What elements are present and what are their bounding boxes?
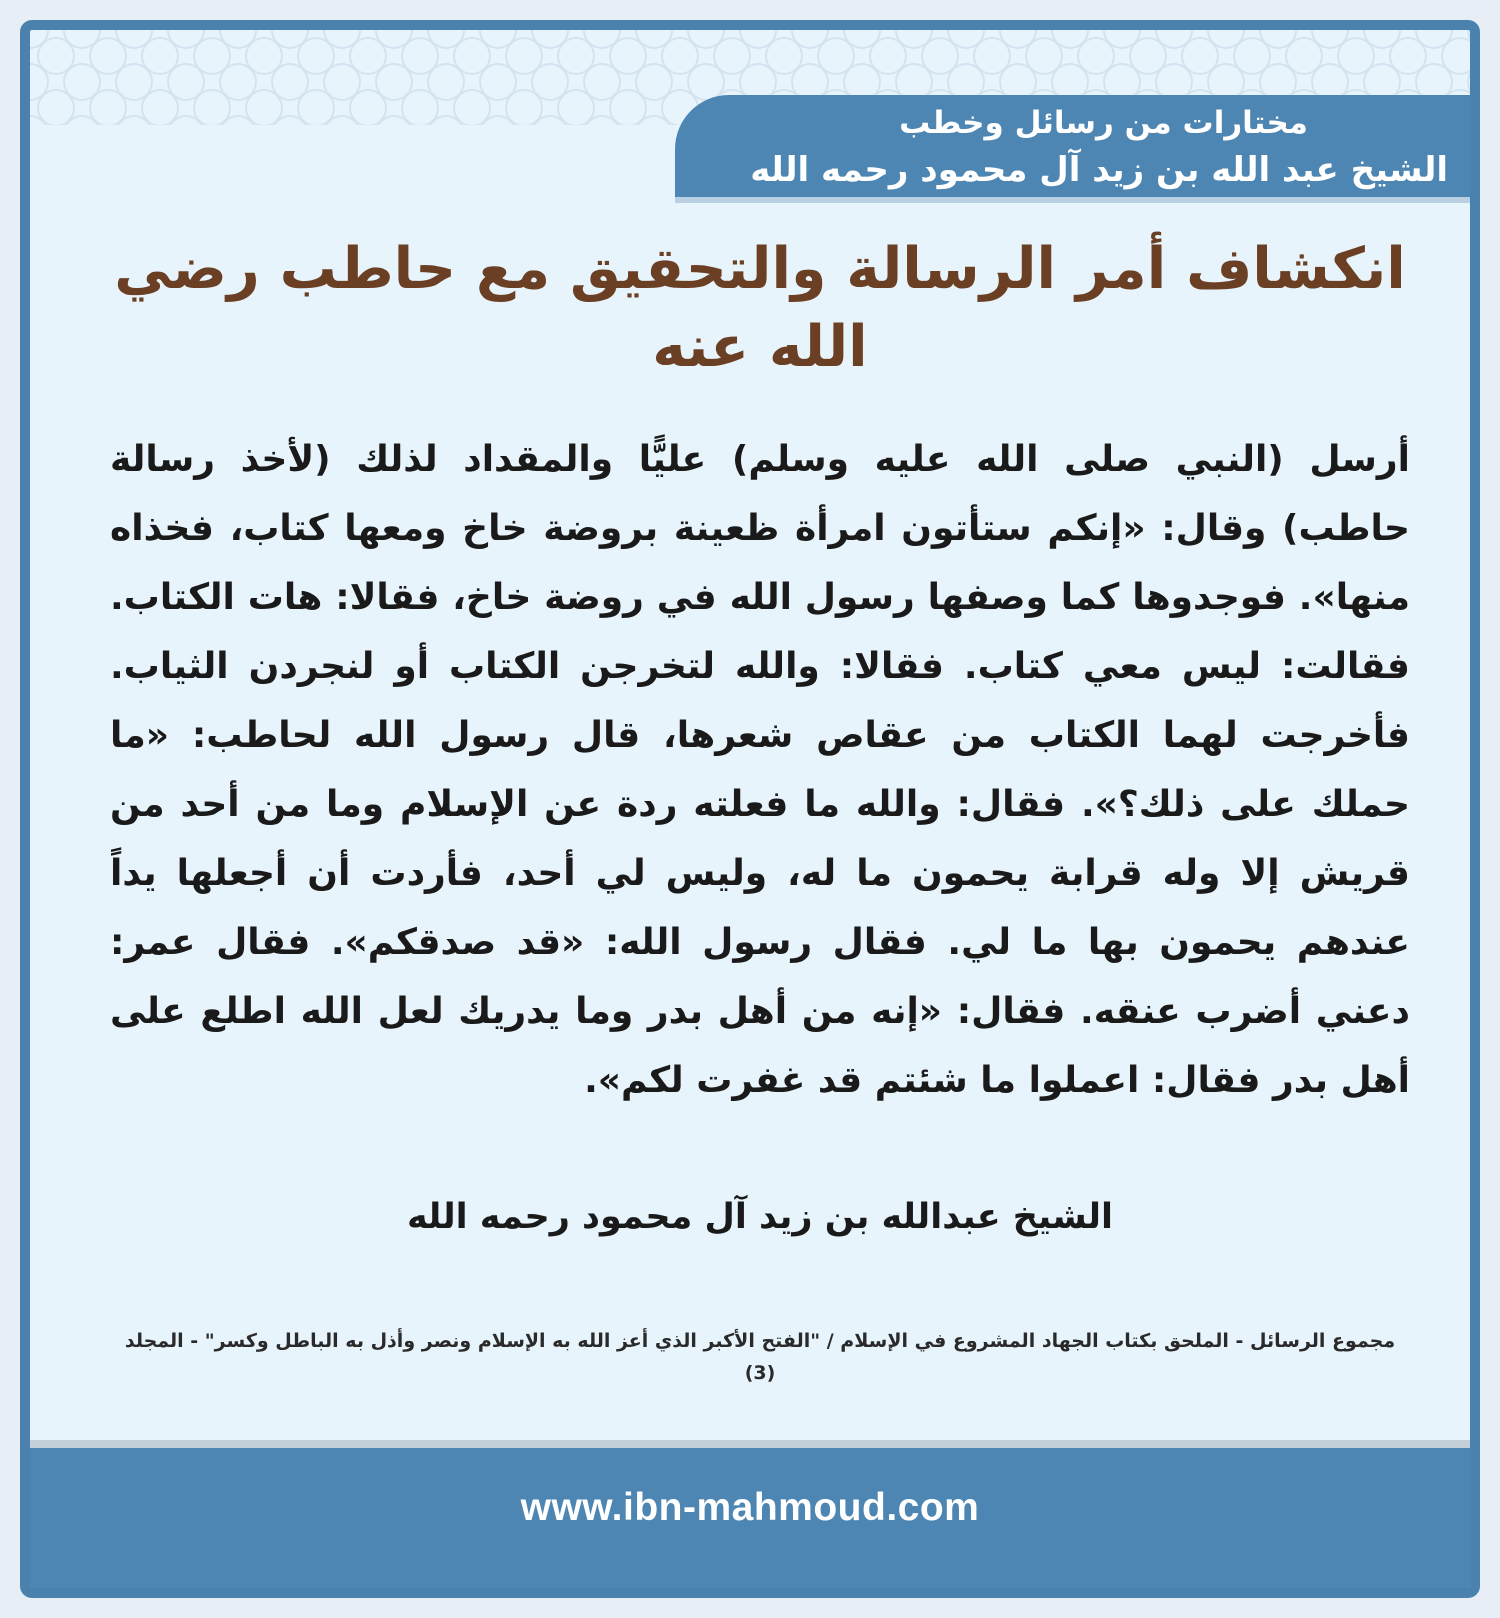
source-citation: مجموع الرسائل - الملحق بكتاب الجهاد المشروع في الإسلام / "الفتح الأكبر الذي أعز الله به الإسلام ونصر وأذل به الباطل وكسر" - المجلد (3) [124,1330,1396,1384]
article-body: أرسل (النبي صلى الله عليه وسلم) عليًّا والمقداد لذلك (لأخذ رسالة حاطب) وقال: «إنكم ستأتون امرأة ظعينة بروضة خاخ ومعها كتاب، فخذاه منها». فوجدوها كما وصفها رسول الله في روضة خاخ، فقالا: هات الكتاب. فقالت: ليس معي كتاب. فقالا: والله لتخرجن الكتاب أو لنجردن الثياب. فأخرجت لهما الكتاب من عقاص شعرها، قال رسول الله لحاطب: «ما حملك على ذلك؟». فقال: والله ما فعلته ردة عن الإسلام وما من أحد من قريش إلا وله قرابة يحمون ما له، وليس لي أحد، فأردت أن أجعلها يداً عندهم يحمون بها ما لي. فقال رسول الله: «قد صدقكم». فقال عمر: دعني أضرب عنقه. فقال: «إنه من أهل بدر وما يدريك لعل الله اطلع على أهل بدر فقال: اعملوا ما شئتم قد غفرت لكم». [110,439,1410,1101]
website-link[interactable]: www.ibn-mahmoud.com [520,1486,980,1529]
footer-bar [30,1440,1470,1588]
quote-card [20,20,1480,1598]
author-signature: الشيخ عبدالله بن زيد آل محمود رحمه الله [406,1197,1114,1237]
series-author: الشيخ عبد الله بن زيد آل محمود رحمه الله [750,150,1448,190]
article-title: انكشاف أمر الرسالة والتحقيق مع حاطب رضي الله عنه [114,236,1406,380]
series-title: مختارات من رسائل وخطب [899,105,1308,141]
series-banner [675,95,1470,203]
